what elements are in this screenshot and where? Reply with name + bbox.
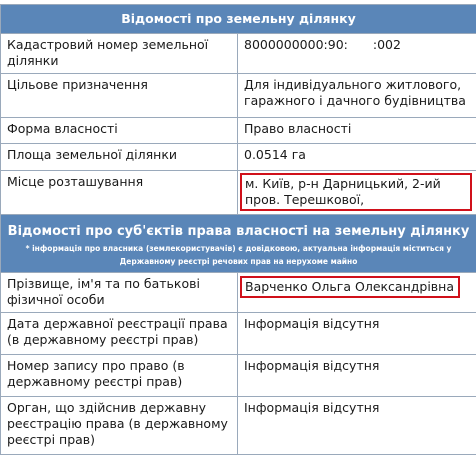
registering-authority-label: Орган, що здійснив державну реєстрацію права (в державному реєстрі прав) — [1, 397, 238, 455]
area-label: Площа земельної ділянки — [1, 144, 238, 171]
land-info-table — [0, 4, 476, 455]
owner-name-value: Варченко Ольга Олександрівна — [245, 279, 455, 294]
owner-section-header-row — [1, 215, 476, 273]
cadastral-number-value: 8000000000:90: :002 — [238, 34, 476, 74]
table-row — [1, 74, 476, 118]
table-row — [1, 171, 476, 215]
table-row — [1, 313, 476, 355]
purpose-value: Для індивідуального житлового, гаражного і дачного будівництва — [238, 74, 476, 118]
owner-name-value-highlight — [240, 276, 460, 298]
registration-date-value: Інформація відсутня — [238, 313, 476, 355]
purpose-label: Цільове призначення — [1, 74, 238, 118]
area-value: 0.0514 га — [238, 144, 476, 171]
table-row — [1, 34, 476, 74]
cadastral-number-label: Кадастровий номер земельної ділянки — [1, 34, 238, 74]
record-number-label: Номер запису про право (в державному реєстрі прав) — [1, 355, 238, 397]
ownership-form-value: Право власності — [238, 118, 476, 144]
location-label: Місце розташування — [1, 171, 238, 215]
record-number-value: Інформація відсутня — [238, 355, 476, 397]
table-row — [1, 397, 476, 455]
registration-date-label: Дата державної реєстрації права (в державному реєстрі прав) — [1, 313, 238, 355]
owner-name-label: Прізвище, ім'я та по батькові фізичної особи — [1, 273, 238, 313]
land-section-header-row — [1, 5, 476, 34]
ownership-form-label: Форма власності — [1, 118, 238, 144]
table-row — [1, 355, 476, 397]
table-row — [1, 118, 476, 144]
owner-section-note: * інформація про власника (землекористувачів) є довідковою, актуальна інформація міститься у Державному реєстрі речових прав на нерухоме майно — [25, 244, 452, 266]
location-value-highlight — [240, 173, 472, 211]
registering-authority-value: Інформація відсутня — [238, 397, 476, 455]
land-section-title: Відомості про земельну ділянку — [1, 5, 476, 34]
table-row — [1, 273, 476, 313]
location-value: м. Київ, р-н Дарницький, 2-ий пров. Терешкової, — [245, 176, 441, 207]
table-row — [1, 144, 476, 171]
owner-section-title: Відомості про суб'єктів права власності на земельну ділянку — [7, 224, 470, 239]
